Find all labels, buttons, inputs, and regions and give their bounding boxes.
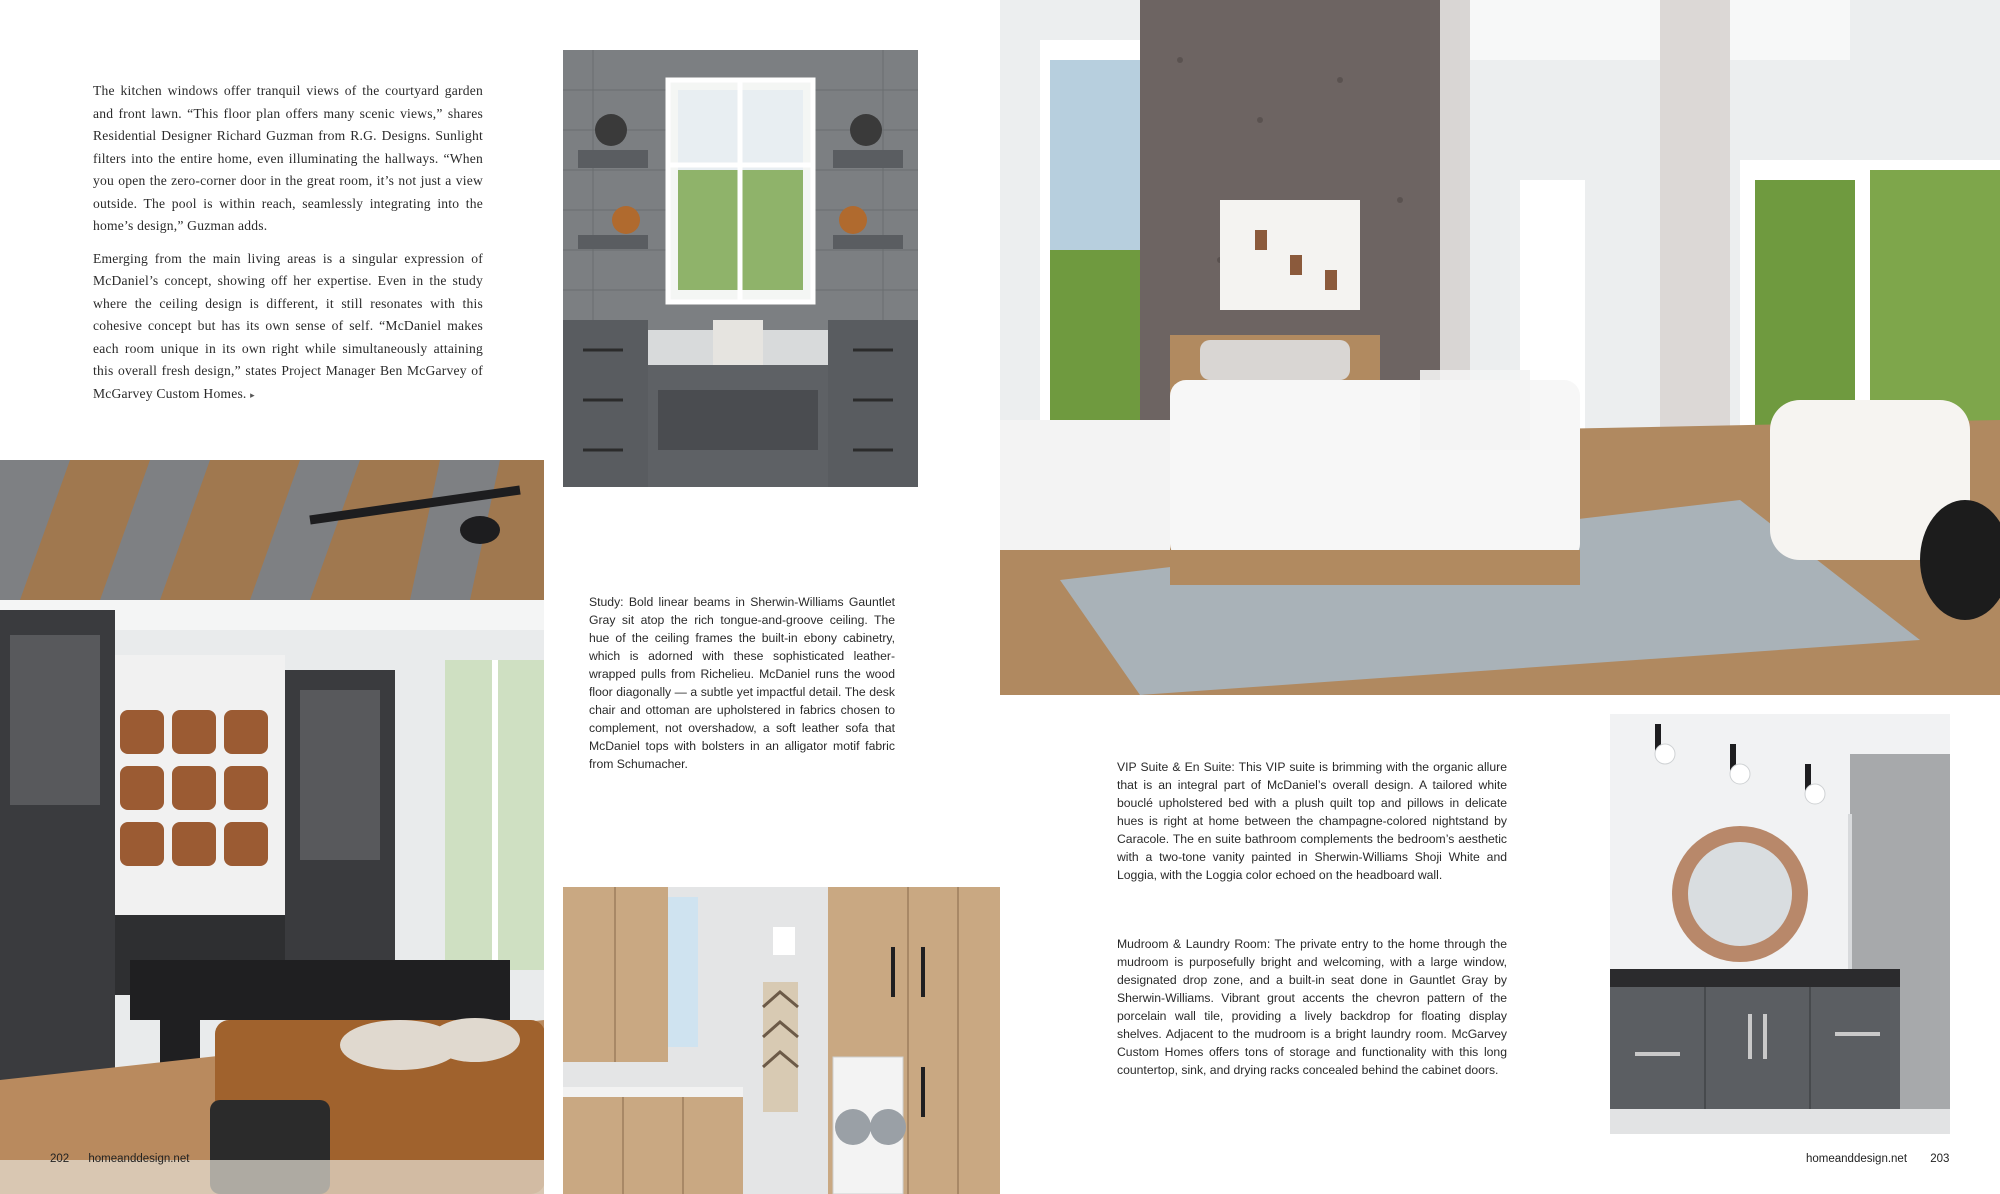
article-paragraph-1: The kitchen windows offer tranquil views of the courtyard garden and front lawn. “This floor plan offers many scenic views,” shares Residential Designer Richard Guzman from R.G. Designs. Sunlight filters into the entire home, even illuminating the hallways. “When you open the zero-corner door in the great room, it’s not just a view outside. The pool is within reach, seamlessly integrating into the home’s design,” Guzman adds. bbox=[93, 83, 483, 233]
right-page-number: 203 bbox=[1930, 1153, 1950, 1165]
article-body bbox=[93, 80, 483, 406]
left-folio bbox=[50, 1153, 189, 1165]
study-photo bbox=[0, 460, 544, 1194]
vip-suite-caption-text: VIP Suite & En Suite: This VIP suite is brimming with the organic allure that is an integral part of McDaniel’s overall design. A tailored white bouclé upholstered bed with a plush quilt top and pillows in delicate hues is right at home between the champagne-colored nightstand by Caracole. The en suite bathroom complements the bedroom’s aesthetic with a two-tone vanity painted in Sherwin-Williams Shoji White and Loggia, with the Loggia color echoed on the headboard wall. bbox=[1117, 760, 1507, 882]
mudroom-photo bbox=[563, 50, 918, 487]
study-caption-text: Study: Bold linear beams in Sherwin-Williams Gauntlet Gray sit atop the rich tongue-and-groove ceiling. The hue of the ceiling frames the built-in ebony cabinetry, which is adorned with these sophisticated leather-wrapped pulls from Richelieu. McDaniel runs the wood floor diagonally — a subtle yet impactful detail. The desk chair and ottoman are upholstered in fabrics chosen to complement, not overshadow, a soft leather sofa that McDaniel tops with bolsters in an alligator motif fabric from Schumacher. bbox=[589, 595, 895, 771]
left-site-url: homeanddesign.net bbox=[88, 1153, 190, 1165]
vip-suite-caption bbox=[1117, 758, 1507, 884]
mudroom-caption bbox=[1117, 935, 1507, 1079]
left-page-number: 202 bbox=[50, 1153, 70, 1165]
article-paragraph-2-text: Emerging from the main living areas is a singular expression of McDaniel’s concept, showing off her expertise. Even in the study where the ceiling design is different, it still resonates with this cohesive concept but has its own sense of self. “McDaniel makes each room unique in its own right while simultaneously attaining this overall fresh design,” states Project Manager Ben McGarvey of McGarvey Custom Homes. bbox=[93, 250, 483, 401]
right-site-url: homeanddesign.net bbox=[1806, 1153, 1908, 1165]
end-mark-icon: ▸ bbox=[250, 389, 255, 400]
article-paragraph-2 bbox=[93, 248, 483, 407]
mudroom-caption-text: Mudroom & Laundry Room: The private entry to the home through the mudroom is purposefully bright and welcoming, with a large window, designated drop zone, and a built-in seat done in Gauntlet Gray by Sherwin-Williams. Vibrant grout accents the chevron pattern of the porcelain wall tile, providing a lively backdrop for floating display shelves. Adjacent to the mudroom is a bright laundry room. McGarvey Custom Homes offers tons of storage and functionality with this long countertop, sink, and drying racks concealed behind the cabinet doors. bbox=[1117, 937, 1507, 1077]
laundry-photo bbox=[563, 887, 1000, 1194]
bedroom-photo bbox=[1000, 0, 2000, 695]
right-folio bbox=[1806, 1153, 1949, 1165]
study-caption bbox=[589, 593, 895, 773]
bathroom-photo bbox=[1610, 714, 1950, 1134]
